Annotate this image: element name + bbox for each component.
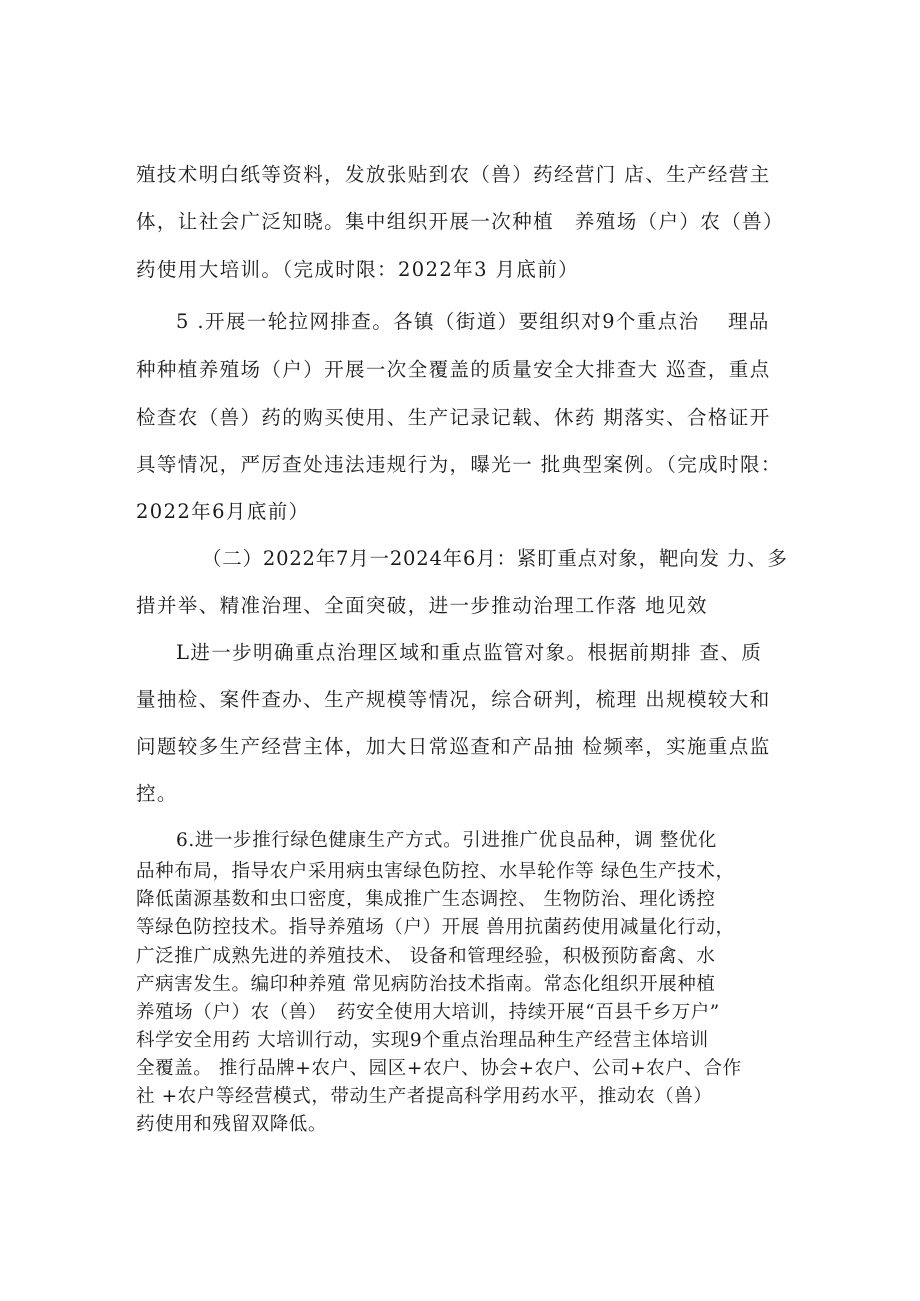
paragraph-line: 养殖场（户）农（兽） 药安全使用大培训，持续开展“百县千乡万户”	[136, 1002, 720, 1023]
paragraph-line: 广泛推广成熟先进的养殖技术、 设备和管理经验，积极预防畜禽、水	[136, 946, 716, 967]
paragraph-line: 体，让社会广泛知晓。集中组织开展一次种植 养殖场（户）农（兽）	[136, 210, 784, 233]
paragraph-line: 品种布局，指导农户采用病虫害绿色防控、水旱轮作等 绿色生产技术，	[136, 861, 735, 882]
paragraph-line: 量抽检、案件查办、生产规模等情况，综合研判，梳理 出规模较大和	[136, 688, 771, 711]
paragraph-line: 检查农（兽）药的购买使用、生产记录记载、休药 期落实、合格证开	[136, 406, 771, 429]
paragraph-line: 科学安全用药 大培训行动，实现9个重点治理品种生产经营主体培训	[136, 1030, 709, 1051]
paragraph-line: 控。	[136, 782, 178, 805]
paragraph-line: 5 .开展一轮拉网排查。各镇（街道）要组织对9个重点治 理品	[176, 310, 770, 333]
paragraph-line: 药使用大培训。（完成时限：2022年3 月底前）	[136, 258, 580, 281]
paragraph-line: 2022年6月底前）	[136, 500, 310, 523]
paragraph-line: 6.进一步推行绿色健康生产方式。引进推广优良品种，调 整优化	[176, 830, 718, 851]
section-heading: （二）2022年7月一2024年6月：紧盯重点对象，靶向发 力、多	[202, 547, 788, 570]
paragraph-line: 等绿色防控技术。指导养殖场（户）开展 兽用抗菌药使用减量化行动，	[136, 917, 735, 938]
paragraph-line: 问题较多生产经营主体，加大日常巡查和产品抽 检频率，实施重点监	[136, 735, 771, 758]
paragraph-line: 种种植养殖场（户）开展一次全覆盖的质量安全大排查大 巡查，重点	[136, 358, 771, 381]
paragraph-line: 药使用和残留双降低。	[136, 1114, 328, 1135]
paragraph-line: L进一步明确重点治理区域和重点监管对象。根据前期排 查、质	[176, 641, 763, 664]
paragraph-line: 产病害发生。编印种养殖 常见病防治技术指南。常态化组织开展种植	[136, 974, 716, 995]
paragraph-line: 降低菌源基数和虫口密度，集成推广生态调控、 生物防治、理化诱控	[136, 889, 716, 910]
paragraph-line: 具等情况，严厉查处违法违规行为，曝光一 批典型案例。（完成时限：	[136, 453, 782, 476]
paragraph-line: 殖技术明白纸等资料，发放张贴到农（兽）药经营门 店、生产经营主	[136, 163, 771, 186]
paragraph-line: 社 +农户等经营模式，带动生产者提高科学用药水平，推动农（兽）	[136, 1086, 713, 1107]
paragraph-line: 全覆盖。 推行品牌+农户、园区+农户、协会+农户、公司+农户、合作	[136, 1058, 742, 1079]
section-heading: 措并举、精准治理、全面突破，进一步推动治理工作落 地见效	[136, 594, 708, 617]
